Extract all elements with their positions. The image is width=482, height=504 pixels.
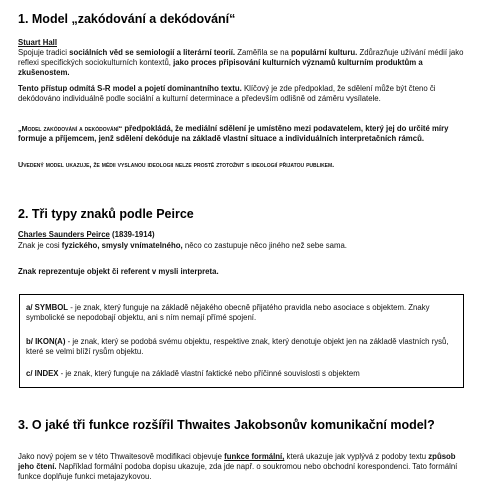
- text-run: Spojuje tradici: [18, 48, 70, 57]
- bold-underline-run: funkce formální,: [224, 452, 285, 461]
- text-run: Zaměřila se na: [235, 48, 292, 57]
- section1-heading: 1. Model „zakódování a dekódování“: [18, 12, 236, 26]
- section2-author: Charles Saunders Peirce: [18, 230, 110, 239]
- symbol-definition: [26, 303, 456, 323]
- text-run: Jako nový pojem se v této Thwaitesově modifikaci objevuje: [18, 452, 225, 461]
- bold-run: populární kulturu.: [291, 48, 358, 57]
- section2-author-line: [18, 230, 464, 240]
- symbol-label: a/ SYMBOL: [26, 303, 69, 312]
- sign-types-box: [19, 294, 464, 388]
- symbol-text: - je znak, který funguje na základě nějakého obecně přijatého pravidla nebo asociace s objektem. Znaky symbolické se nepodobají objektu, ani s ním nemají přímé spojení.: [26, 303, 430, 322]
- index-label: c/ INDEX: [26, 369, 59, 378]
- section3-paragraph1: [18, 452, 464, 482]
- smallcaps-run: „Model zakódování a dekódování“: [18, 124, 123, 133]
- text-run: něco co zastupuje něco jiného než sebe sama.: [182, 241, 347, 250]
- bold-run: fyzického, smysly vnímatelného,: [61, 241, 183, 250]
- text-run: která ukazuje jak vyplývá z podoby textu: [284, 452, 429, 461]
- section2-paragraph1: [18, 241, 464, 251]
- bold-run: způsob jeho čtení.: [18, 452, 456, 471]
- section2-years: (1839-1914): [109, 230, 155, 239]
- section1-author: Stuart Hall: [18, 38, 57, 47]
- ikon-definition: [26, 337, 456, 357]
- text-run: Například formální podoba dopisu ukazuje, zda jde např. o soukromou nebo obchodní korespondenci. Tato formální funkce doplňuje funkci metajazykovou.: [18, 462, 458, 481]
- bold-run: sociálních věd se semiologií a literární teorií.: [69, 48, 236, 57]
- section1-paragraph2: [18, 84, 464, 104]
- text-run: Zdůrazňuje užívání médií jako reflexi specifických sociokulturních kontextů,: [18, 48, 464, 67]
- ikon-text: - je znak, který se podobá svému objektu, respektive znak, který denotuje objekt jen na základě vlastních rysů, které se velmi blíží rysům objektu.: [26, 337, 449, 356]
- index-definition: [26, 369, 456, 379]
- text-run: Znak je cosi: [18, 241, 62, 250]
- section2-paragraph2: Znak reprezentuje objekt či referent v mysli interpreta.: [18, 267, 219, 276]
- section2-heading: 2. Tři typy znaků podle Peirce: [18, 207, 194, 221]
- section1-paragraph1: [18, 48, 464, 78]
- section1-paragraph4: Uvedený model ukazuje, že médii vyslanou ideologii nelze prostě ztotožnit s ideologií přijatou publikem.: [18, 160, 335, 169]
- text-run: Klíčový je zde předpoklad, že sdělení může být čteno či dekódováno individuálně podle sociální a kulturní determinace a především odlišně od záměru vysílatele.: [18, 84, 436, 103]
- section3-heading: 3. O jaké tři funkce rozšířil Thwaites Jakobsonův komunikační model?: [18, 418, 435, 432]
- index-text: - je znak, který funguje na základě vlastní faktické nebo příčinné souvislosti s objektem: [58, 369, 360, 378]
- bold-run: jako proces připisování kulturních významů kulturním produktům a zkušenostem.: [18, 58, 423, 77]
- section1-paragraph3: [18, 124, 464, 144]
- bold-run: předpokládá, že mediální sdělení je umístěno mezi podavatelem, který jej do určité míry formuje a příjemcem, jenž sdělení dekóduje na základě vlastní situace a individuálních interpretačních rámců.: [18, 124, 449, 143]
- bold-run: Tento přístup odmítá S-R model a pojetí dominantního textu.: [18, 84, 242, 93]
- ikon-label: b/ IKON(A): [26, 337, 66, 346]
